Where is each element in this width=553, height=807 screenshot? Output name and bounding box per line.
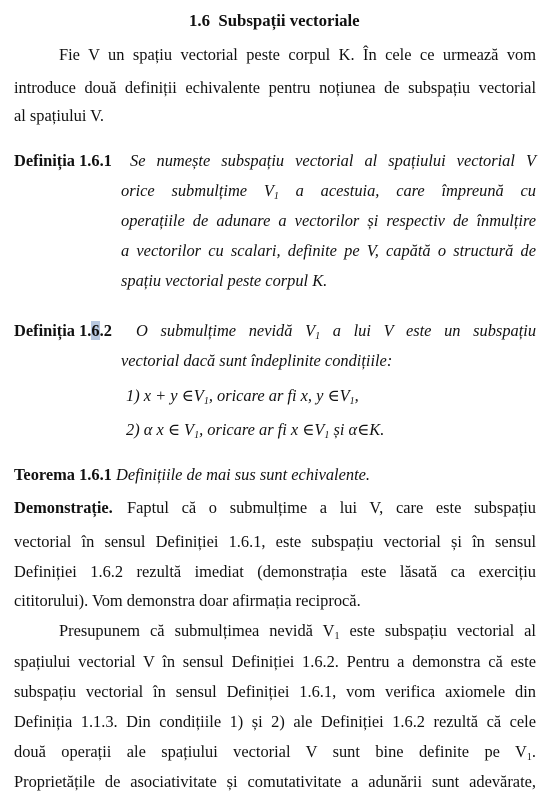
section-name: Subspații vectoriale (218, 11, 360, 30)
proof-line-3: Definiției 1.6.2 rezultă imediat (demonstrația este lăsată ca exercițiu (14, 562, 536, 581)
theorem-text: Definițiile de mai sus sunt echivalente. (116, 465, 370, 484)
para2-line-2: spațiului vectorial V în sensul Definiției 1.6.2. Pentru a demonstra că este (14, 652, 536, 671)
definition-1-label: Definiția 1.6.1 (14, 151, 112, 170)
theorem-label: Teorema 1.6.1 (14, 465, 112, 484)
para2-line-3: subspațiu vectorial în sensul Definiției 1.6.1, vom verifica axiomele din (14, 682, 536, 701)
section-title (189, 11, 360, 31)
intro-line-1: Fie V un spațiu vectorial peste corpul K. În cele ce urmează vom (59, 45, 536, 64)
definition-2-label: Definiția 1.6.2 (14, 321, 112, 340)
definition-1-line-1: Se numește subspațiu vectorial al spațiului vectorial V (130, 151, 536, 170)
para2-line-4: Definiția 1.1.3. Din condițiile 1) și 2) ale Definiției 1.6.2 rezultă că cele (14, 712, 536, 731)
para2-line-5: două operații ale spațiului vectorial V sunt bine definite pe $V_1$. (14, 742, 536, 763)
intro-line-2: introduce două definiții echivalente pentru noțiunea de subspațiu vectorial (14, 78, 536, 97)
theorem (14, 465, 370, 485)
definition-2-line-2: vectorial dacă sunt îndeplinite condițiile: (121, 351, 393, 370)
proof-line-4: cititorului). Vom demonstra doar afirmația reciprocă. (14, 591, 361, 610)
definition-1-line-4: a vectorilor cu scalari, definite pe V, capătă o structură de (121, 241, 536, 260)
para2-line-1: Presupunem că submulțimea nevidă $V_1$ este subspațiu vectorial al (59, 621, 536, 642)
definition-2-line-1: O submulțime nevidă $V_1$ a lui V este un subspațiu (136, 321, 537, 342)
section-number: 1.6 (189, 11, 210, 30)
proof-label: Demonstrație. (14, 498, 113, 517)
para2-line-6: Proprietățile de asociativitate și comutativitate a adunării sunt adevărate, (14, 772, 536, 791)
definition-1-line-2: orice submulțime $V_1$ a acestuia, care împreună cu (121, 181, 536, 202)
definition-1-line-3: operațiile de adunare a vectorilor și respectiv de înmulțire (121, 211, 536, 230)
proof-line-2: vectorial în sensul Definiției 1.6.1, este subspațiu vectorial și în sensul (14, 532, 536, 551)
text-selection-highlight[interactable]: 6 (91, 321, 100, 340)
definition-1-line-5: spațiu vectorial peste corpul K. (121, 271, 328, 290)
intro-line-3: al spațiului V. (14, 106, 105, 125)
condition-1: 1) x + y $\in V_1$, oricare ar fi x, y $\in V_1$, (126, 386, 359, 407)
condition-2: 2) α x ∈ $V_1$, oricare ar fi x $\in V_1$ și α∈K. (126, 420, 385, 441)
proof-line-1: Faptul că o submulțime a lui V, care este subspațiu (127, 498, 536, 517)
